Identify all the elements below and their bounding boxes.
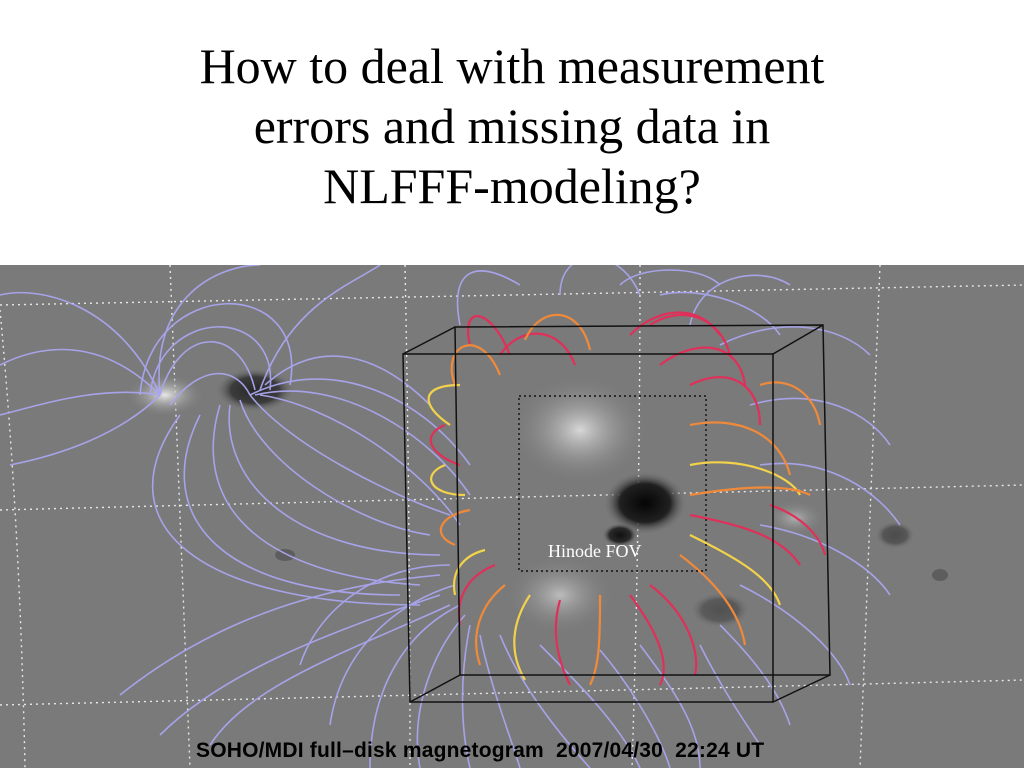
magnetogram-image bbox=[0, 265, 1024, 768]
slide-title bbox=[0, 36, 1024, 216]
title-line-1: How to deal with measurement bbox=[199, 38, 825, 94]
title-line-2: errors and missing data in bbox=[253, 98, 771, 154]
magnetogram-background bbox=[0, 265, 1024, 768]
figure-caption: SOHO/MDI full–disk magnetogram 2007/04/30 22:24 UT bbox=[196, 739, 765, 762]
hinode-fov-label: Hinode FOV bbox=[548, 541, 642, 561]
title-line-3: NLFFF-modeling? bbox=[323, 158, 701, 214]
magnetogram-figure bbox=[0, 265, 1024, 768]
